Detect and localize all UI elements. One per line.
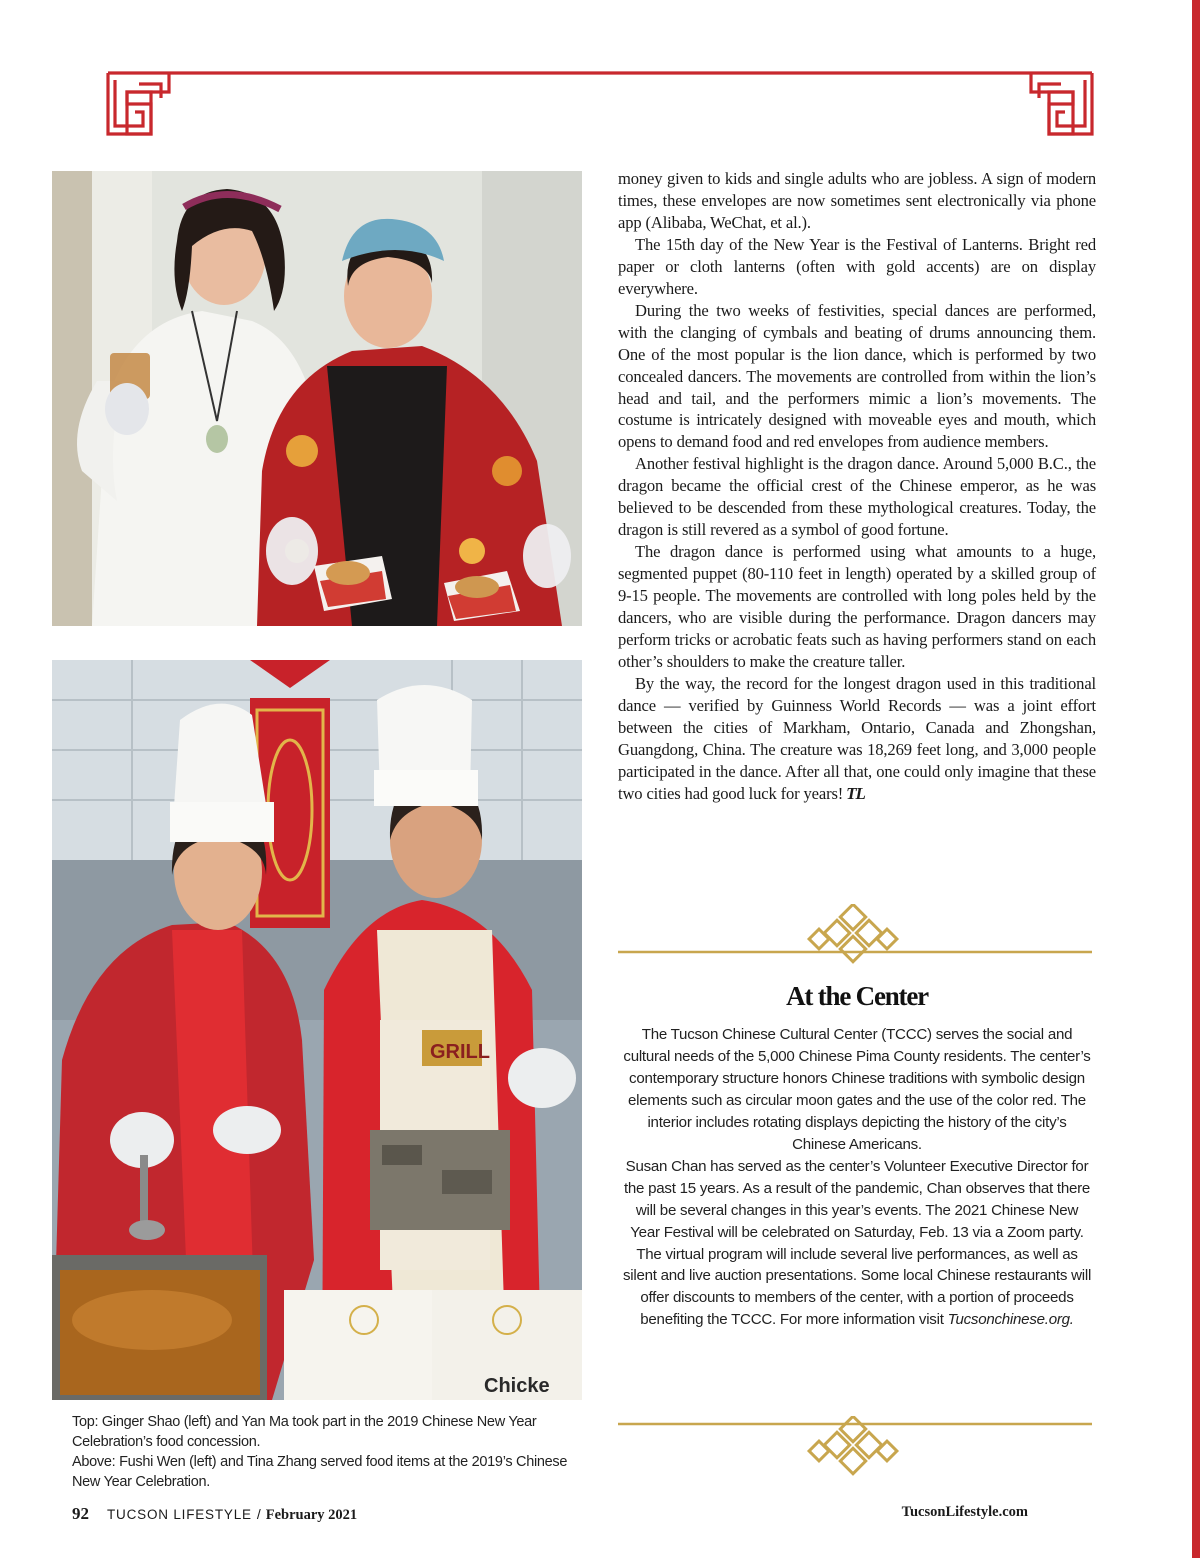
issue-date: February 2021 [265, 1507, 358, 1523]
footer-left [72, 1504, 357, 1524]
sidebar-title: At the Center [786, 981, 928, 1011]
article-paragraph-last [618, 673, 1096, 805]
chinese-knot-divider-top [618, 904, 1092, 966]
chinese-fretwork-header [105, 68, 1095, 138]
caption-above: Above: Fushi Wen (left) and Tina Zhang served food items at the 2019’s Chinese New Year Celebration. [72, 1454, 568, 1490]
sidebar-paragraph: The Tucson Chinese Cultural Center (TCCC) serves the social and cultural needs of the 5,000 Chinese Pima County residents. The center’s contemporary structure honors Chinese traditions with symbolic design elements such as circular moon gates and the use of the color red. The interior includes rotating displays depicting the history of the city’s Chinese Americans. [623, 1026, 1091, 1153]
article-paragraph-text: By the way, the record for the longest dragon used in this traditional dance — verified by Guinness World Records — was a joint effort between the cities of Markham, Ontario, Canada and Zhongshan, Guangdong, China. The creature was 18,269 feet long, and 3,000 people participated in the dance. After all that, one could only imagine that these two cities had good luck for years! [618, 673, 1096, 803]
article-paragraph: money given to kids and single adults who are jobless. A sign of modern times, these envelopes are now sometimes sent electronically via phone app (Alibaba, WeChat, et al.). [618, 169, 1096, 232]
website-link[interactable]: Tucsonchinese.org. [947, 1311, 1074, 1329]
chinese-knot-divider-bottom [618, 1416, 1092, 1478]
apron-grill-label: GRILL [430, 1041, 490, 1063]
sidebar-paragraph-last [622, 1156, 1092, 1332]
caption-top: Top: Ginger Shao (left) and Yan Ma took part in the 2019 Chinese New Year Celebration’s food concession. [72, 1414, 537, 1450]
photo-caption [72, 1412, 592, 1492]
sidebar-paragraph-text: Susan Chan has served as the center’s Volunteer Executive Director for the past 15 years. As a result of the pandemic, Chan observes that there will be several changes in this year’s events. The 2021 Chinese New Year Festival will be celebrated on Saturday, Feb. 13 via a Zoom party. The virtual program will include several live performances, as well as silent and live auction presentations. Some local Chinese restaurants will offer discounts to members of the center, with a portion of proceeds benefiting the TCCC. For more information visit [622, 1157, 1092, 1329]
page-number: 92 [72, 1504, 89, 1523]
page-edge-strip [1192, 0, 1200, 1558]
footer-website[interactable]: TucsonLifestyle.com [901, 1504, 1028, 1520]
footer-separator: / [256, 1506, 261, 1522]
article-body [618, 168, 1096, 805]
food-sign-chicken-label: Chicke [484, 1375, 550, 1397]
photo-ginger-shao-yan-ma [52, 171, 582, 626]
article-paragraph: Another festival highlight is the dragon dance. Around 5,000 B.C., the dragon became the official crest of the Chinese emperor, as he was believed to be descended from these mythological creatures. Today, the dragon is still revered as a symbol of good fortune. [618, 454, 1096, 540]
photo-fushi-wen-tina-zhang [52, 660, 582, 1400]
sidebar-body [622, 1024, 1092, 1331]
article-paragraph: The dragon dance is performed using what amounts to a huge, segmented puppet (80-110 feet in length) operated by a skilled group of 9-15 people. The movements are controlled with long poles held by the dancers, who are visible during the performance. Dragon dancers may perform tricks or acrobatic feats such as having performers stand on each other’s shoulders to make the creature taller. [618, 542, 1096, 671]
article-paragraph: The 15th day of the New Year is the Festival of Lanterns. Bright red paper or cloth lanterns (often with gold accents) are on display everywhere. [618, 234, 1096, 298]
article-paragraph: During the two weeks of festivities, special dances are performed, with the clanging of cymbals and beating of drums announcing them. One of the most popular is the lion dance, which is performed by two concealed dancers. The movements are controlled from within the lion’s head and tail, and the performers mimic a lion’s movements. The costume is intricately designed with moveable eyes and mouth, which opens to demand food and red envelopes from audience members. [618, 300, 1096, 452]
end-mark: TL [846, 783, 865, 803]
magazine-name: TUCSON LIFESTYLE [107, 1507, 252, 1522]
